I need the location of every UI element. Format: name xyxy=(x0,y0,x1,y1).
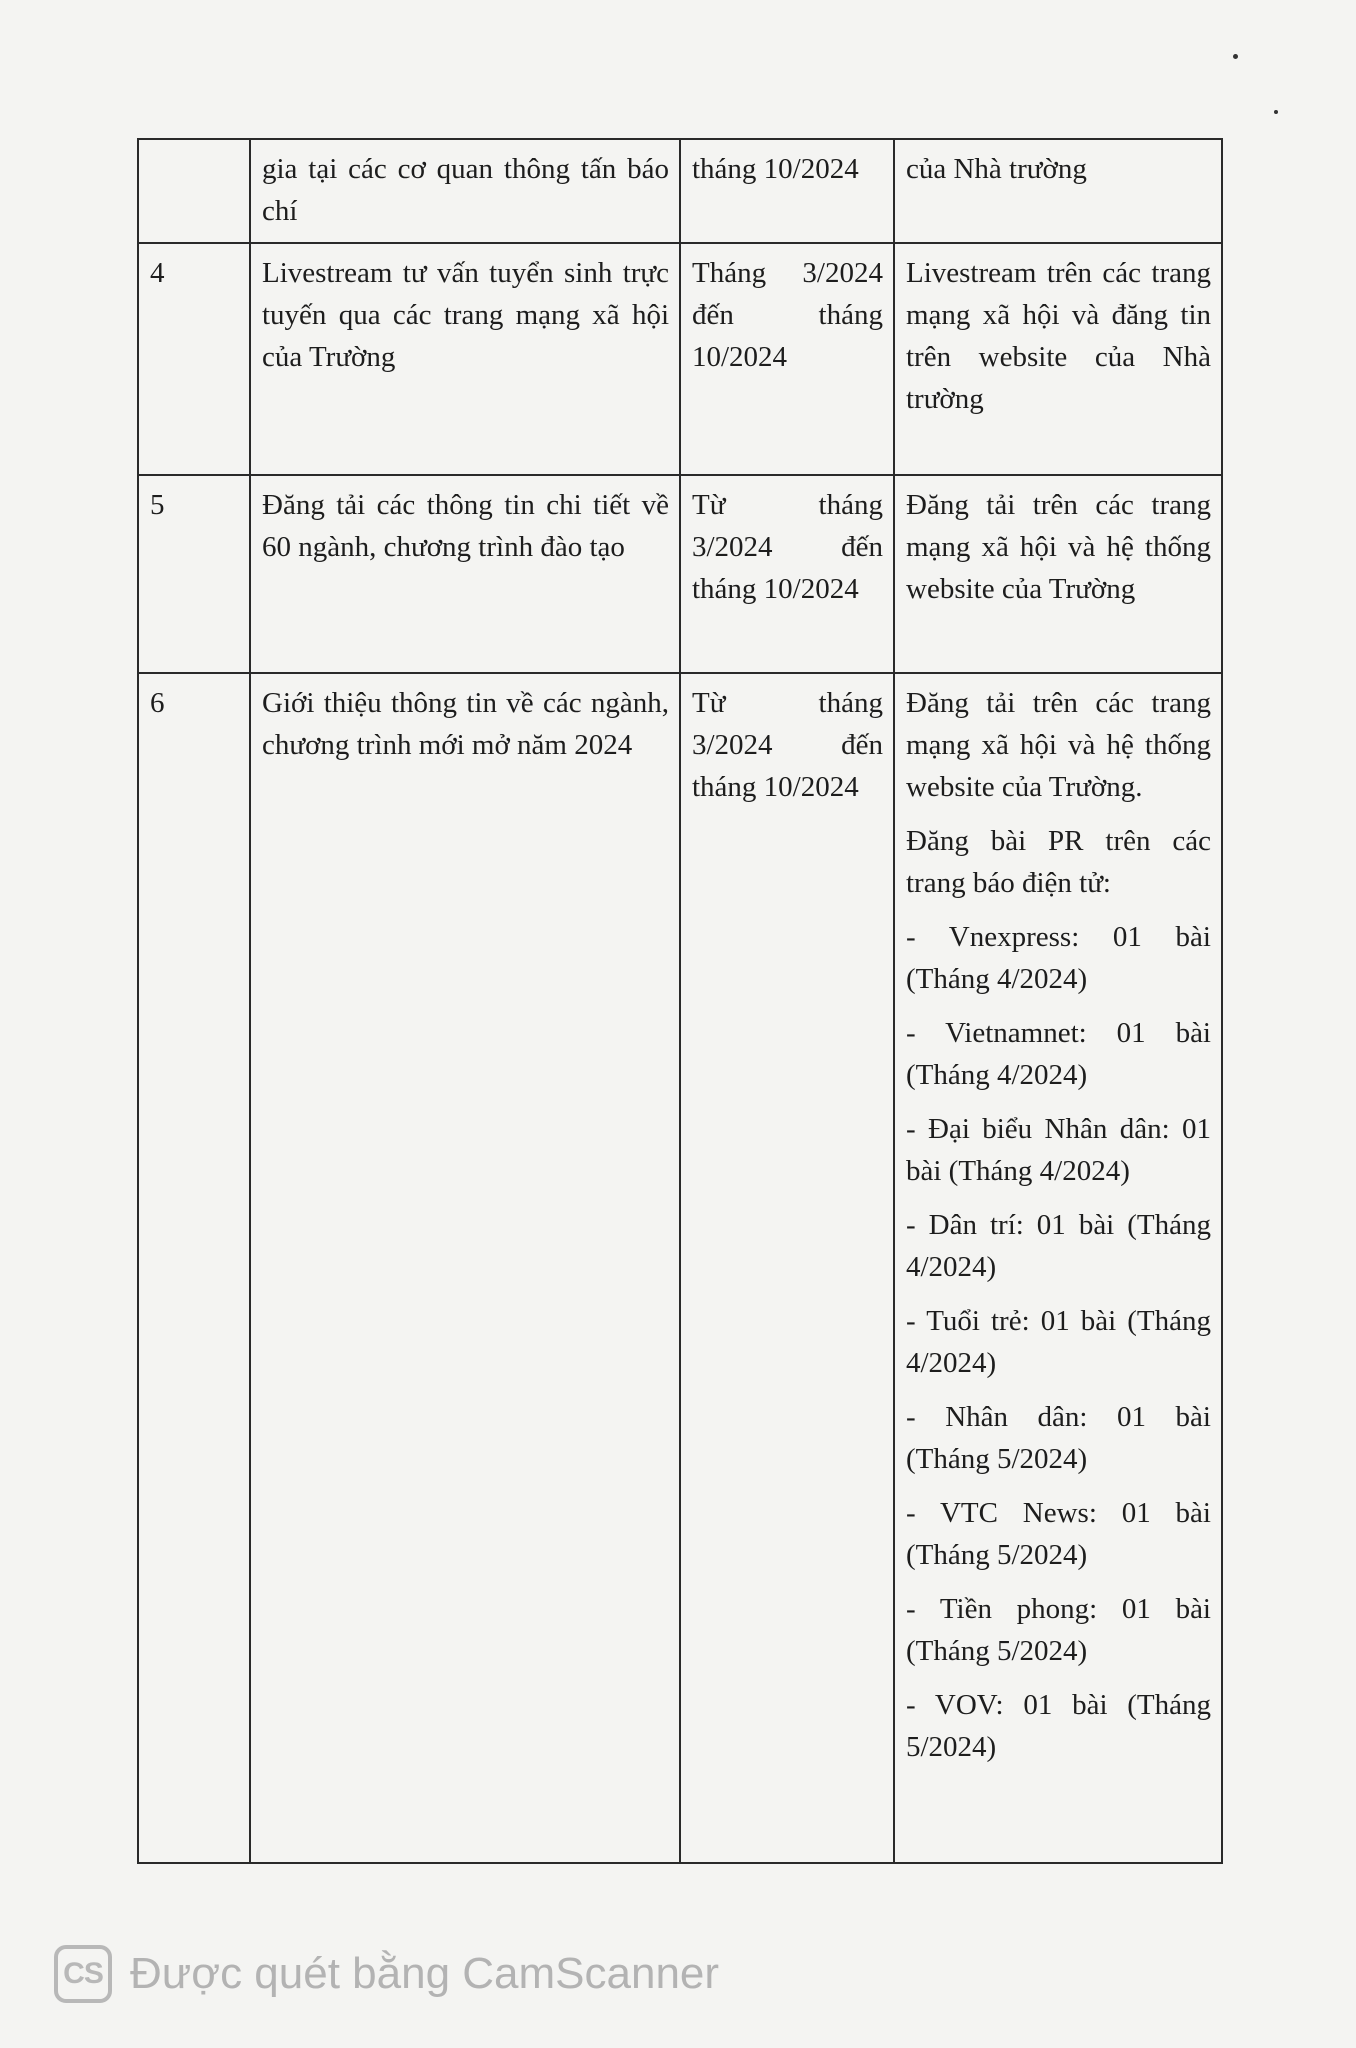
row-method xyxy=(894,475,1222,673)
method-entry: Livestream trên các trang mạng xã hội và đăng tin trên website của Nhà trường xyxy=(906,257,1211,415)
row-content: Livestream tư vấn tuyển sinh trực tuyến qua các trang mạng xã hội của Trường xyxy=(250,243,680,475)
row-method xyxy=(894,139,1222,243)
method-entry: - Tiền phong: 01 bài (Tháng 5/2024) xyxy=(906,1593,1211,1667)
method-entry: - VTC News: 01 bài (Tháng 5/2024) xyxy=(906,1497,1211,1571)
plan-table xyxy=(137,138,1223,1864)
row-time: Từ tháng 3/2024 đến tháng 10/2024 xyxy=(680,475,894,673)
row-time: tháng 10/2024 xyxy=(680,139,894,243)
method-entry: Đăng bài PR trên các trang báo điện tử: xyxy=(906,825,1211,899)
method-entry: - Đại biểu Nhân dân: 01 bài (Tháng 4/2024) xyxy=(906,1113,1211,1187)
row-time: Tháng 3/2024 đến tháng 10/2024 xyxy=(680,243,894,475)
table-row xyxy=(138,139,1222,243)
row-content: Giới thiệu thông tin về các ngành, chương trình mới mở năm 2024 xyxy=(250,673,680,1863)
row-number xyxy=(138,139,250,243)
method-entry: - Vnexpress: 01 bài (Tháng 4/2024) xyxy=(906,921,1211,995)
row-number: 6 xyxy=(138,673,250,1863)
scan-speck xyxy=(1274,110,1278,114)
method-entry: Đăng tải trên các trang mạng xã hội và hệ thống website của Trường xyxy=(906,489,1211,605)
method-entry: - Nhân dân: 01 bài (Tháng 5/2024) xyxy=(906,1401,1211,1475)
method-entry: - Vietnamnet: 01 bài (Tháng 4/2024) xyxy=(906,1017,1211,1091)
method-entry: - VOV: 01 bài (Tháng 5/2024) xyxy=(906,1689,1211,1763)
row-content: gia tại các cơ quan thông tấn báo chí xyxy=(250,139,680,243)
watermark-text: Được quét bằng CamScanner xyxy=(130,1949,720,1998)
row-number: 5 xyxy=(138,475,250,673)
row-time: Từ tháng 3/2024 đến tháng 10/2024 xyxy=(680,673,894,1863)
method-entry: - Dân trí: 01 bài (Tháng 4/2024) xyxy=(906,1209,1211,1283)
row-content: Đăng tải các thông tin chi tiết về 60 ngành, chương trình đào tạo xyxy=(250,475,680,673)
table-row xyxy=(138,243,1222,475)
method-entry: của Nhà trường xyxy=(906,153,1087,185)
camscanner-logo-icon: CS xyxy=(54,1945,112,2003)
table-row xyxy=(138,475,1222,673)
row-method xyxy=(894,243,1222,475)
table-row xyxy=(138,673,1222,1863)
row-number: 4 xyxy=(138,243,250,475)
camscanner-watermark xyxy=(54,1944,719,2004)
row-method xyxy=(894,673,1222,1863)
scan-speck xyxy=(1233,54,1238,59)
method-entry: - Tuổi trẻ: 01 bài (Tháng 4/2024) xyxy=(906,1305,1211,1379)
method-entry: Đăng tải trên các trang mạng xã hội và hệ thống website của Trường. xyxy=(906,687,1211,803)
